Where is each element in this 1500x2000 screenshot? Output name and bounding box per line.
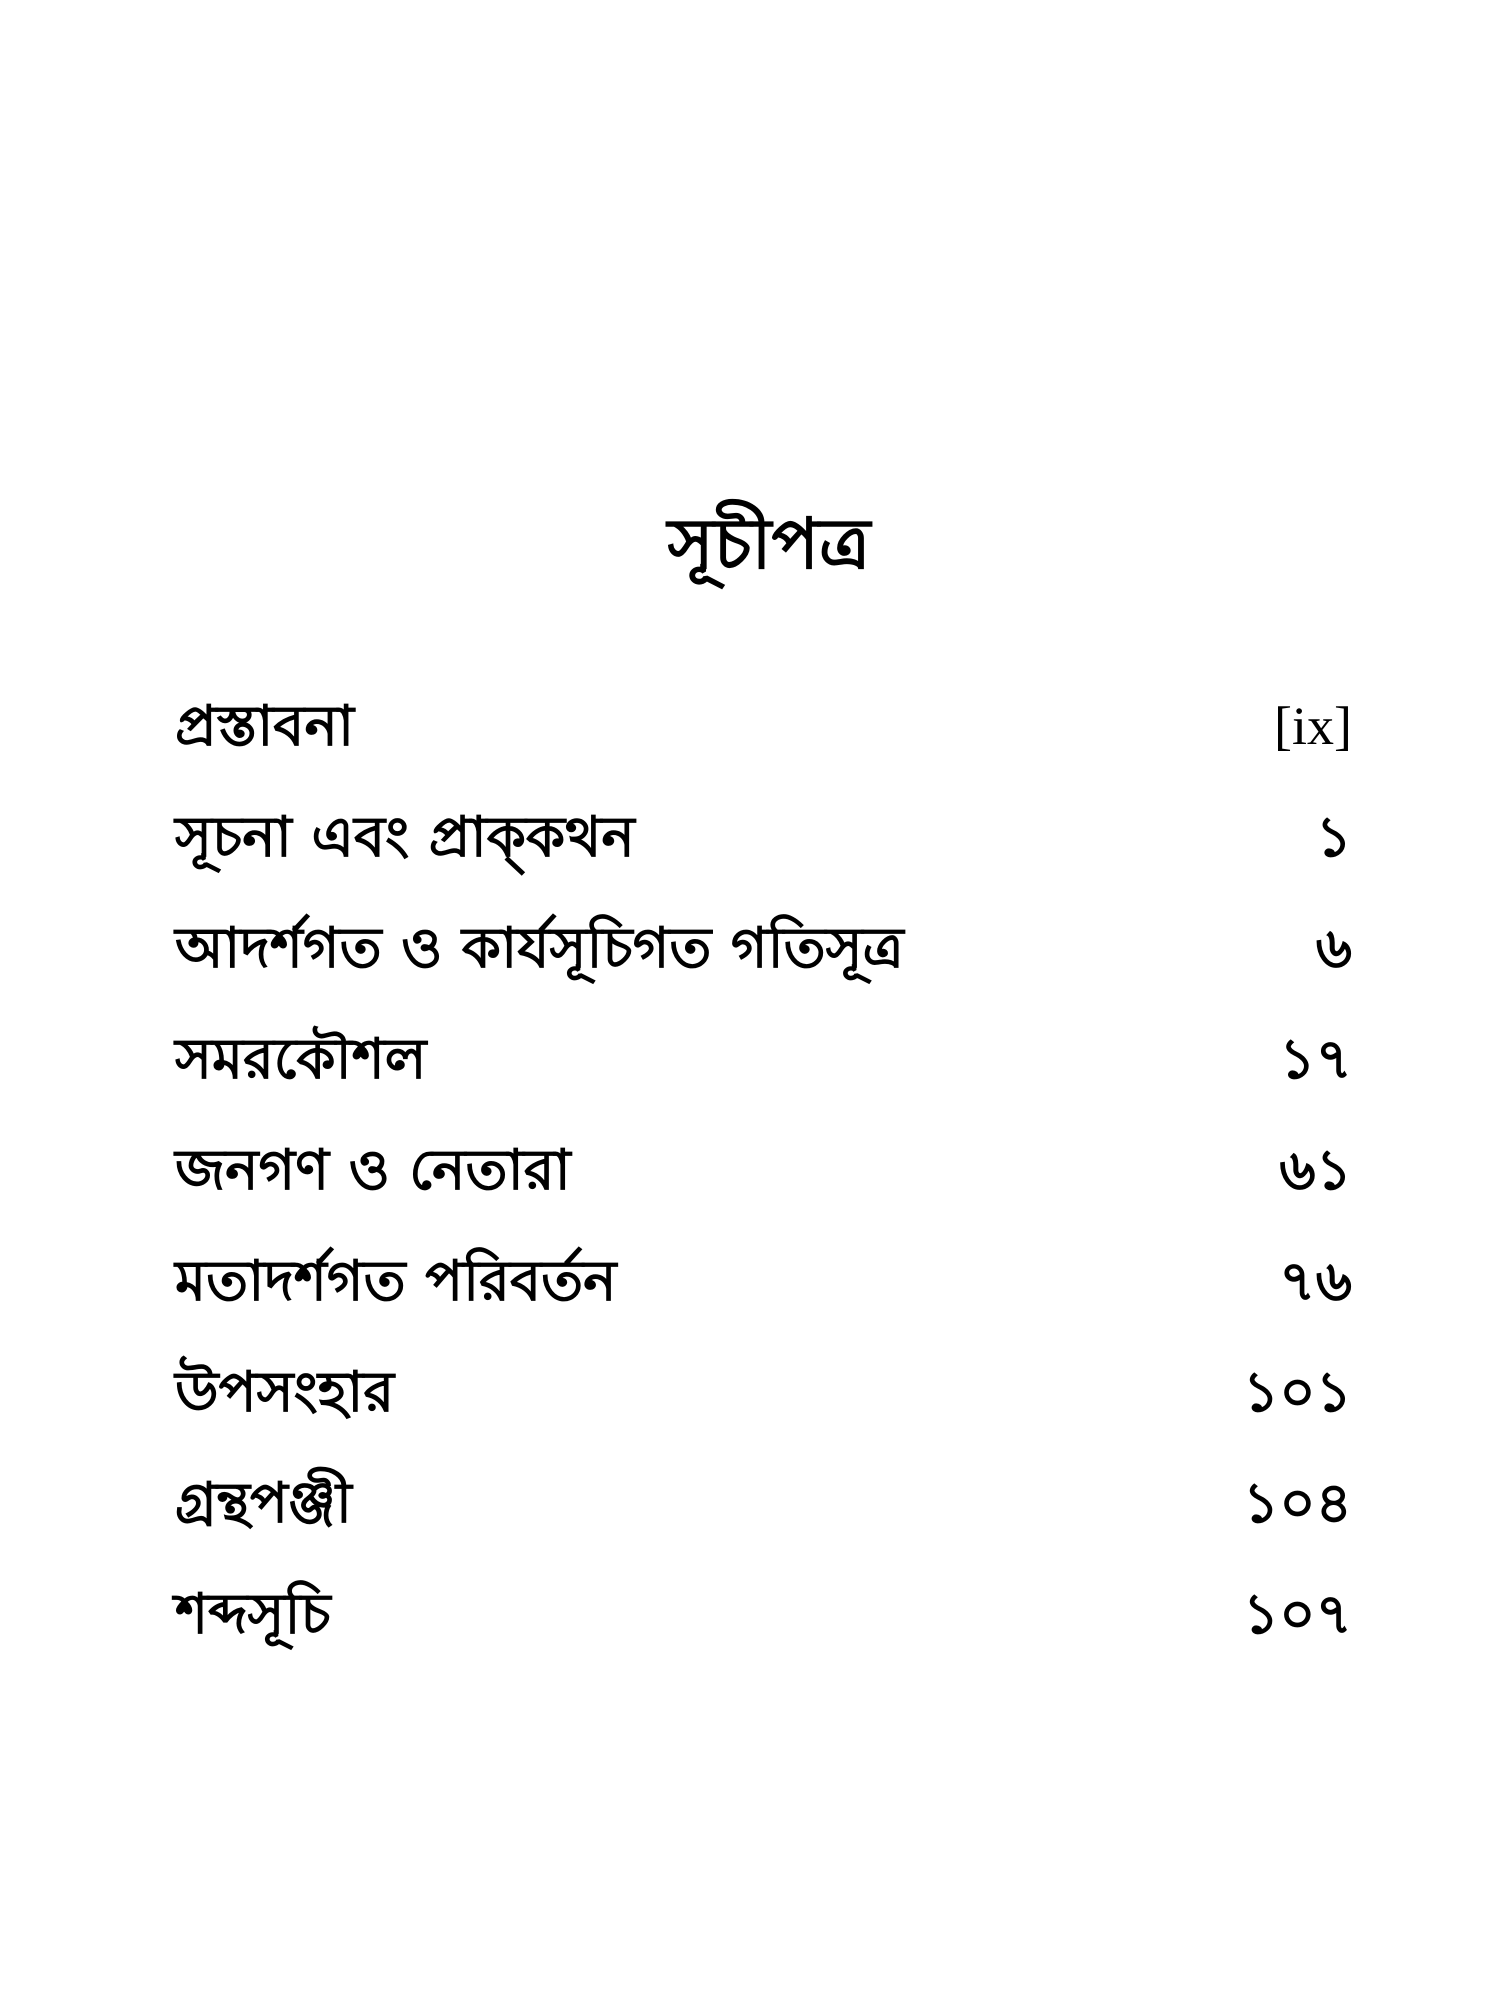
- toc-entry-page: ১০৪: [1242, 1469, 1352, 1536]
- toc-entry-people-and-leaders: [175, 1114, 1352, 1225]
- toc-entry-label: সমরকৌশল: [175, 1025, 427, 1092]
- toc-entry-conclusion: [175, 1336, 1352, 1447]
- toc-entry-preface: [175, 670, 1352, 781]
- toc-entry-label: গ্রন্থপঞ্জী: [175, 1469, 352, 1536]
- toc-entry-page: ১: [1315, 803, 1352, 870]
- toc-entry-page: ১০৭: [1242, 1580, 1352, 1647]
- table-of-contents: [175, 670, 1352, 1669]
- toc-entry-ideological-change: [175, 1225, 1352, 1336]
- toc-entry-introduction: [175, 781, 1352, 892]
- toc-entry-label: উপসংহার: [175, 1358, 395, 1425]
- toc-entry-page: [ix]: [1274, 695, 1352, 756]
- toc-entry-ideological-dynamics: [175, 892, 1352, 1003]
- toc-entry-label: সূচনা এবং প্রাক্‌কথন: [175, 803, 635, 870]
- toc-entry-label: জনগণ ও নেতারা: [175, 1136, 571, 1203]
- page-title: সূচীপত্র: [667, 501, 871, 585]
- toc-entry-index: [175, 1558, 1352, 1669]
- toc-entry-bibliography: [175, 1447, 1352, 1558]
- toc-entry-strategy: [175, 1003, 1352, 1114]
- toc-entry-label: আদর্শগত ও কার্যসূচিগত গতিসূত্র: [175, 914, 904, 981]
- toc-entry-label: প্রস্তাবনা: [175, 692, 355, 759]
- toc-entry-page: ৭৬: [1279, 1247, 1352, 1314]
- toc-entry-page: ১৭: [1279, 1025, 1352, 1092]
- toc-entry-page: ৬: [1315, 914, 1352, 981]
- toc-entry-label: মতাদর্শগত পরিবর্তন: [175, 1247, 617, 1314]
- toc-entry-page: ৬১: [1279, 1136, 1352, 1203]
- toc-entry-label: শব্দসূচি: [175, 1580, 331, 1647]
- toc-entry-page: ১০১: [1242, 1358, 1352, 1425]
